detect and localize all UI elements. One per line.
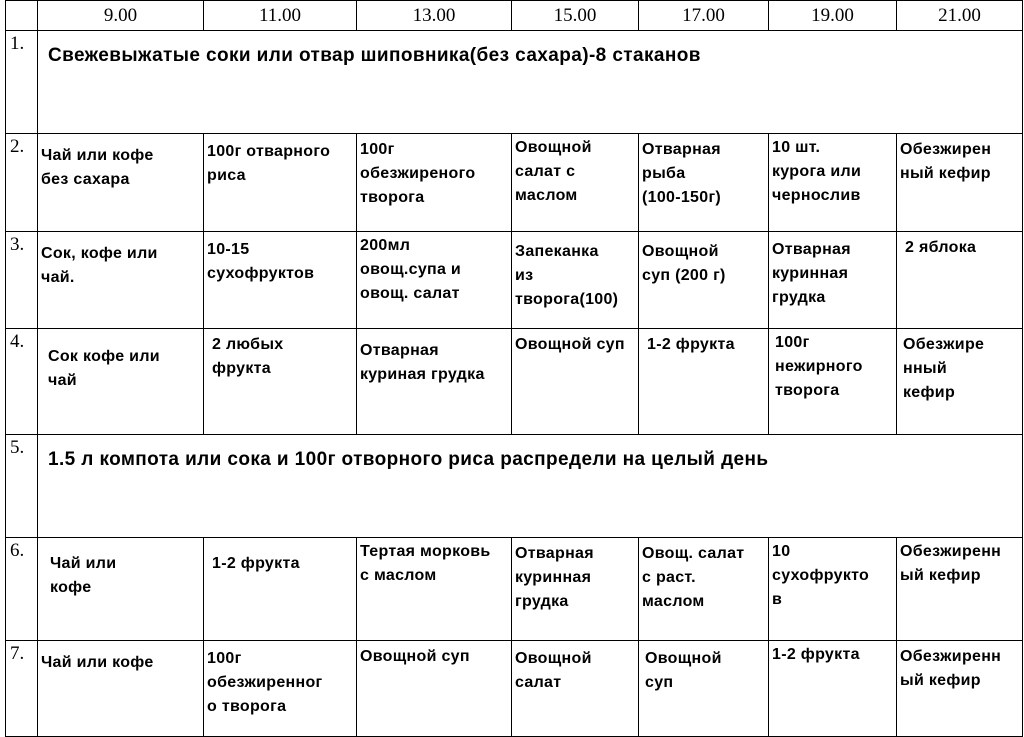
meal-cell: Обезжиренн ый кефир xyxy=(897,641,1023,737)
meal-cell: Запеканка из творога(100) xyxy=(512,232,639,329)
meal-cell: Обезжире нный кефир xyxy=(897,329,1023,435)
meal-cell: 2 любых фрукта xyxy=(204,329,357,435)
meal-cell: 1-2 фрукта xyxy=(639,329,769,435)
meal-cell: Сок кофе или чай xyxy=(38,329,204,435)
day-row xyxy=(6,641,1023,737)
meal-cell: 10 сухофрукто в xyxy=(769,538,897,641)
time-header-row xyxy=(6,1,1023,31)
meal-cell: Овощной суп xyxy=(512,329,639,435)
meal-cell: Овощной суп (200 г) xyxy=(639,232,769,329)
meal-cell: Овощной салат с маслом xyxy=(512,134,639,232)
day-full-instruction: 1.5 л компота или сока и 100г отворного риса распредели на целый день xyxy=(38,435,1023,538)
day-row xyxy=(6,329,1023,435)
corner-cell xyxy=(6,1,38,31)
day-row xyxy=(6,538,1023,641)
day-row xyxy=(6,232,1023,329)
meal-cell: 100г отварного риса xyxy=(204,134,357,232)
day-number: 7. xyxy=(6,641,38,737)
day-row xyxy=(6,435,1023,538)
meal-cell: Обезжиренн ый кефир xyxy=(897,538,1023,641)
meal-cell: 10-15 сухофруктов xyxy=(204,232,357,329)
day-number: 4. xyxy=(6,329,38,435)
meal-cell: 1-2 фрукта xyxy=(204,538,357,641)
meal-cell: 1-2 фрукта xyxy=(769,641,897,737)
meal-cell: Чай или кофе xyxy=(38,641,204,737)
day-number: 1. xyxy=(6,31,38,134)
meal-cell: Сок, кофе или чай. xyxy=(38,232,204,329)
day-number: 6. xyxy=(6,538,38,641)
meal-cell: 100г нежирного творога xyxy=(769,329,897,435)
meal-cell: 10 шт. курога или чернослив xyxy=(769,134,897,232)
meal-cell: 100г обезжиреного творога xyxy=(357,134,512,232)
meal-cell: 100г обезжиренног о творога xyxy=(204,641,357,737)
time-header: 19.00 xyxy=(769,1,897,31)
meal-cell: Чай или кофе xyxy=(38,538,204,641)
diet-schedule-table xyxy=(5,0,1023,737)
meal-cell: Обезжирен ный кефир xyxy=(897,134,1023,232)
meal-cell: Тертая морковь с маслом xyxy=(357,538,512,641)
meal-cell: Овощной салат xyxy=(512,641,639,737)
meal-cell: Отварная куриная грудка xyxy=(357,329,512,435)
day-number: 5. xyxy=(6,435,38,538)
time-header: 17.00 xyxy=(639,1,769,31)
time-header: 15.00 xyxy=(512,1,639,31)
day-row xyxy=(6,31,1023,134)
meal-cell: Отварная рыба (100-150г) xyxy=(639,134,769,232)
meal-cell: Овощ. салат с раст. маслом xyxy=(639,538,769,641)
time-header: 11.00 xyxy=(204,1,357,31)
meal-cell: 2 яблока xyxy=(897,232,1023,329)
day-number: 2. xyxy=(6,134,38,232)
day-full-instruction: Свежевыжатые соки или отвар шиповника(без сахара)-8 стаканов xyxy=(38,31,1023,134)
day-row xyxy=(6,134,1023,232)
meal-cell: Чай или кофе без сахара xyxy=(38,134,204,232)
meal-cell: Отварная куринная грудка xyxy=(769,232,897,329)
meal-cell: 200мл овощ.супа и овощ. салат xyxy=(357,232,512,329)
time-header: 9.00 xyxy=(38,1,204,31)
time-header: 21.00 xyxy=(897,1,1023,31)
meal-cell: Овощной суп xyxy=(639,641,769,737)
day-number: 3. xyxy=(6,232,38,329)
meal-cell: Отварная куринная грудка xyxy=(512,538,639,641)
time-header: 13.00 xyxy=(357,1,512,31)
meal-cell: Овощной суп xyxy=(357,641,512,737)
